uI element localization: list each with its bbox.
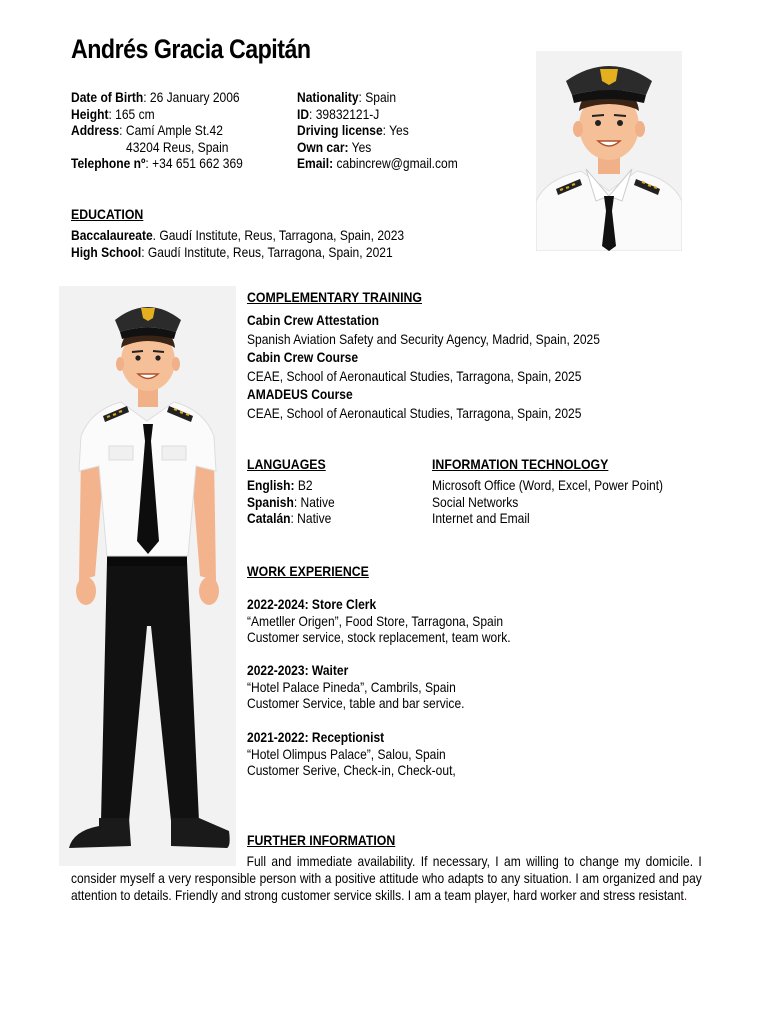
- address-line-2: 43204 Reus, Spain: [126, 138, 229, 155]
- phone-line: Telephone nº: +34 651 662 369: [71, 155, 243, 172]
- languages-heading: LANGUAGES: [247, 456, 326, 472]
- work-item: [247, 662, 464, 712]
- work-item-duties: Customer service, stock replacement, team work.: [247, 629, 511, 646]
- training-item-title: Cabin Crew Attestation: [247, 312, 380, 328]
- height-line: Height: 165 cm: [71, 105, 155, 122]
- work-item-place: “Hotel Olimpus Palace”, Salou, Spain: [247, 745, 446, 762]
- work-item-place: “Ametller Origen”, Food Store, Tarragona, Spain: [247, 612, 504, 629]
- education-list: [71, 227, 404, 260]
- nationality-line: Nationality: Spain: [297, 89, 397, 105]
- work-heading: WORK EXPERIENCE: [247, 563, 369, 579]
- it-heading: INFORMATION TECHNOLOGY: [432, 456, 609, 472]
- end-mark: .: [683, 886, 688, 903]
- further-paragraph: Full and immediate availability. If necessary, I am willing to change my domicile. I consider myself a very responsible person with a positive attitude who adapts to any situation. I am organized and pay attention to details. Friendly and strong customer service skills. I am a team player, hard worker and stress resistant.: [71, 853, 702, 903]
- personal-right: [297, 89, 458, 172]
- personal-left: [71, 89, 243, 172]
- training-item-title: Cabin Crew Course: [247, 349, 359, 365]
- education-item: High School: Gaudí Institute, Reus, Tarragona, Spain, 2021: [71, 243, 393, 260]
- work-item-title: 2022-2023: Waiter: [247, 662, 349, 678]
- it-item: Social Networks: [432, 493, 519, 510]
- id-line: ID: 39832121-J: [297, 105, 380, 122]
- work-item-duties: Customer Service, table and bar service.: [247, 695, 465, 712]
- languages-list: [247, 477, 335, 527]
- it-item: Microsoft Office (Word, Excel, Power Point): [432, 477, 664, 493]
- it-list: [432, 477, 663, 527]
- car-line: Own car: Yes: [297, 138, 372, 155]
- work-item-title: 2021-2022: Receptionist: [247, 729, 385, 745]
- license-line: Driving license: Yes: [297, 122, 409, 139]
- pilot-portrait-icon: [536, 51, 682, 251]
- address-line: Address: Camí Ample St.42: [71, 122, 223, 139]
- work-item-place: “Hotel Palace Pineda”, Cambrils, Spain: [247, 678, 456, 695]
- training-item-detail: Spanish Aviation Safety and Security Agency, Madrid, Spain, 2025: [247, 330, 600, 347]
- resume-name: Andrés Gracia Capitán: [71, 34, 311, 64]
- dob-line: Date of Birth: 26 January 2006: [71, 89, 240, 105]
- education-item: Baccalaureate. Gaudí Institute, Reus, Tarragona, Spain, 2023: [71, 227, 405, 243]
- language-item: Spanish: Native: [247, 493, 335, 510]
- further-text-block: [71, 853, 702, 903]
- pilot-full-body-icon: [59, 286, 236, 866]
- training-item-detail: CEAE, School of Aeronautical Studies, Tarragona, Spain, 2025: [247, 404, 582, 421]
- training-heading: COMPLEMENTARY TRAINING: [247, 289, 422, 305]
- work-item-title: 2022-2024: Store Clerk: [247, 596, 377, 612]
- language-item: English: B2: [247, 477, 313, 493]
- email-line: Email: cabincrew@gmail.com: [297, 155, 458, 172]
- education-heading: EDUCATION: [71, 206, 144, 222]
- work-item: [247, 596, 511, 646]
- work-item: [247, 729, 456, 779]
- it-item: Internet and Email: [432, 510, 530, 527]
- portrait-photo: [536, 51, 682, 251]
- full-body-photo: [59, 286, 236, 866]
- training-list: [247, 311, 600, 422]
- training-item-title: AMADEUS Course: [247, 386, 353, 402]
- language-item: Catalán: Native: [247, 510, 332, 527]
- work-item-duties: Customer Serive, Check-in, Check-out,: [247, 762, 456, 779]
- training-item-detail: CEAE, School of Aeronautical Studies, Tarragona, Spain, 2025: [247, 367, 582, 384]
- further-heading: FURTHER INFORMATION: [247, 832, 396, 848]
